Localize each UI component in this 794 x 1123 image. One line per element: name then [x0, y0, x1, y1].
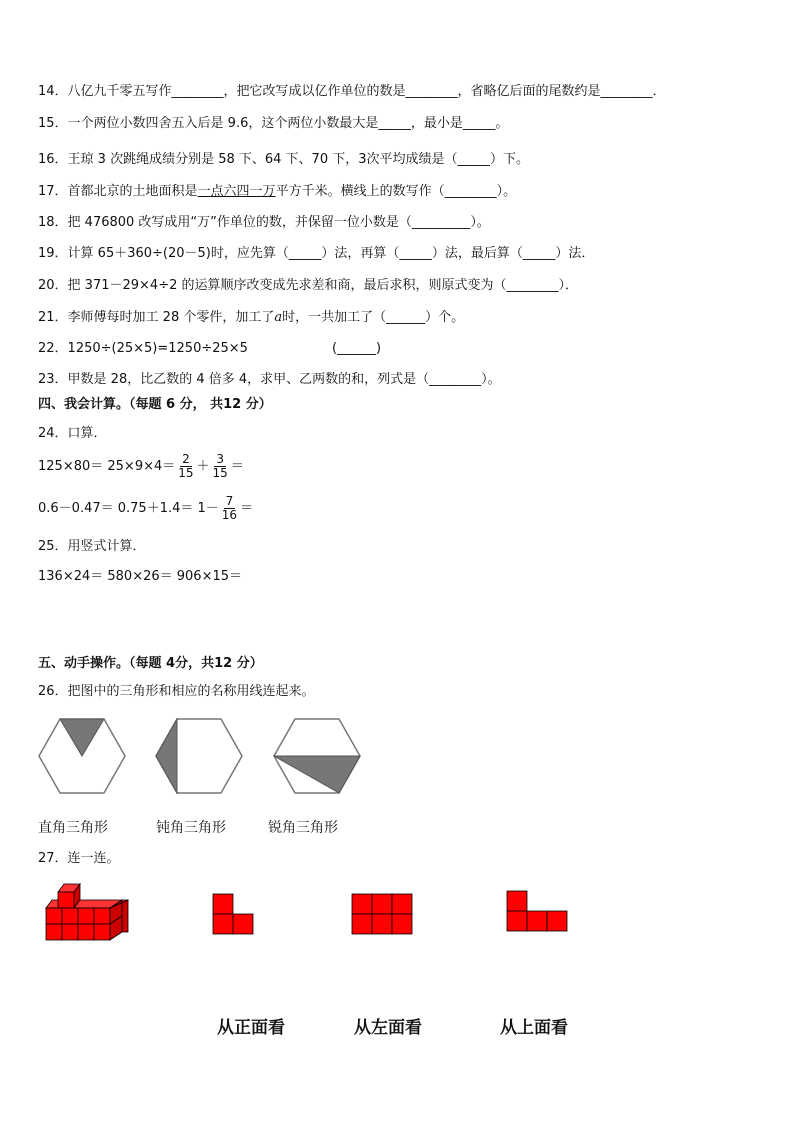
denominator: 15 [212, 466, 228, 480]
q22-answer-blank: (______) [331, 341, 382, 356]
fraction-2-15 [176, 453, 195, 480]
question-24: 24．口算． [38, 426, 107, 441]
label-acute-triangle[interactable]: 锐角三角形 [268, 820, 338, 836]
question-14: 14．八亿九千零五写作________，把它改写成以亿作单位的数是________，省略亿后面的尾数约是________． [38, 84, 666, 99]
question-25: 25．用竖式计算． [38, 539, 146, 554]
calc1-text: 125×80＝ 25×9×4＝ [38, 459, 176, 474]
q21-part-a: 21．李师傅每时加工 28 个零件，加工了 [38, 310, 275, 325]
q17-underlined: 一点六四一万 [197, 184, 276, 199]
section-4-heading: 四、我会计算。（每题 6 分， 共12 分） [38, 397, 272, 412]
view-shape-l-long[interactable] [506, 890, 570, 934]
q21-part-b: 时，一共加工了（______）个。 [282, 310, 465, 325]
fraction-3-15 [211, 453, 230, 480]
equals-sign: ＝ [240, 501, 254, 516]
question-27: 27．连一连。 [38, 851, 120, 866]
numerator: 7 [225, 494, 234, 508]
calc-row-3: 136×24＝ 580×26＝ 906×15＝ [38, 569, 243, 584]
question-20: 20．把 371－29×4÷2 的运算顺序改变成先求差和商，最后求积，则原式变为（________）． [38, 278, 578, 293]
denominator: 15 [178, 466, 194, 480]
question-16: 16．王琼 3 次跳绳成绩分别是 58 下、64 下、70 下，3次平均成绩是（_____）下。 [38, 152, 530, 167]
question-17 [38, 183, 516, 201]
label-right-triangle[interactable]: 直角三角形 [38, 820, 108, 836]
q22-expression: 22．1250÷(25×5)=1250÷25×5 [38, 341, 248, 356]
label-obtuse-triangle[interactable]: 钝角三角形 [156, 820, 226, 836]
view-shape-3x2[interactable] [351, 893, 413, 937]
shaded-triangle [156, 719, 177, 793]
question-19: 19．计算 65＋360÷(20－5)时，应先算（_____）法，再算（_____）法，最后算（_____）法． [38, 246, 595, 261]
numerator: 3 [216, 452, 224, 466]
hexagon-triangle-2[interactable] [155, 718, 243, 794]
denominator: 16 [221, 508, 238, 522]
calc-row-1 [38, 452, 244, 482]
cube-stack-3d[interactable] [44, 880, 130, 944]
question-15: 15．一个两位小数四舍五入后是 9.6，这个两位小数最大是_____，最小是_____。 [38, 116, 509, 131]
calc2-text: 0.6－0.47＝ 0.75＋1.4＝ 1－ [38, 501, 219, 516]
question-23: 23．甲数是 28，比乙数的 4 倍多 4，求甲、乙两数的和，列式是（________）。 [38, 372, 501, 387]
label-front-view[interactable]: 从正面看 [217, 1018, 285, 1038]
label-top-view[interactable]: 从上面看 [500, 1018, 568, 1038]
q17-part-c: 平方千米。横线上的数写作（________）。 [275, 184, 517, 199]
hexagon-triangle-3[interactable] [273, 718, 361, 794]
calc-row-2 [38, 494, 253, 524]
view-shape-l-small[interactable] [212, 893, 256, 937]
hexagon-triangle-1[interactable] [38, 718, 126, 794]
question-18: 18．把 476800 改写成用“万”作单位的数，并保留一位小数是（_________）。 [38, 215, 490, 230]
question-22 [38, 340, 381, 358]
q17-part-a: 17．首都北京的土地面积是 [38, 184, 198, 199]
section-5-heading: 五、动手操作。（每题 4分，共12 分） [38, 656, 263, 671]
question-21 [38, 309, 464, 327]
q21-variable: a [274, 310, 283, 325]
label-left-view[interactable]: 从左面看 [354, 1018, 422, 1038]
numerator: 2 [182, 452, 190, 466]
question-26: 26．把图中的三角形和相应的名称用线连起来。 [38, 684, 315, 699]
fraction-7-16 [220, 495, 239, 522]
plus-sign: ＋ [196, 459, 210, 474]
equals-sign: ＝ [230, 459, 244, 474]
